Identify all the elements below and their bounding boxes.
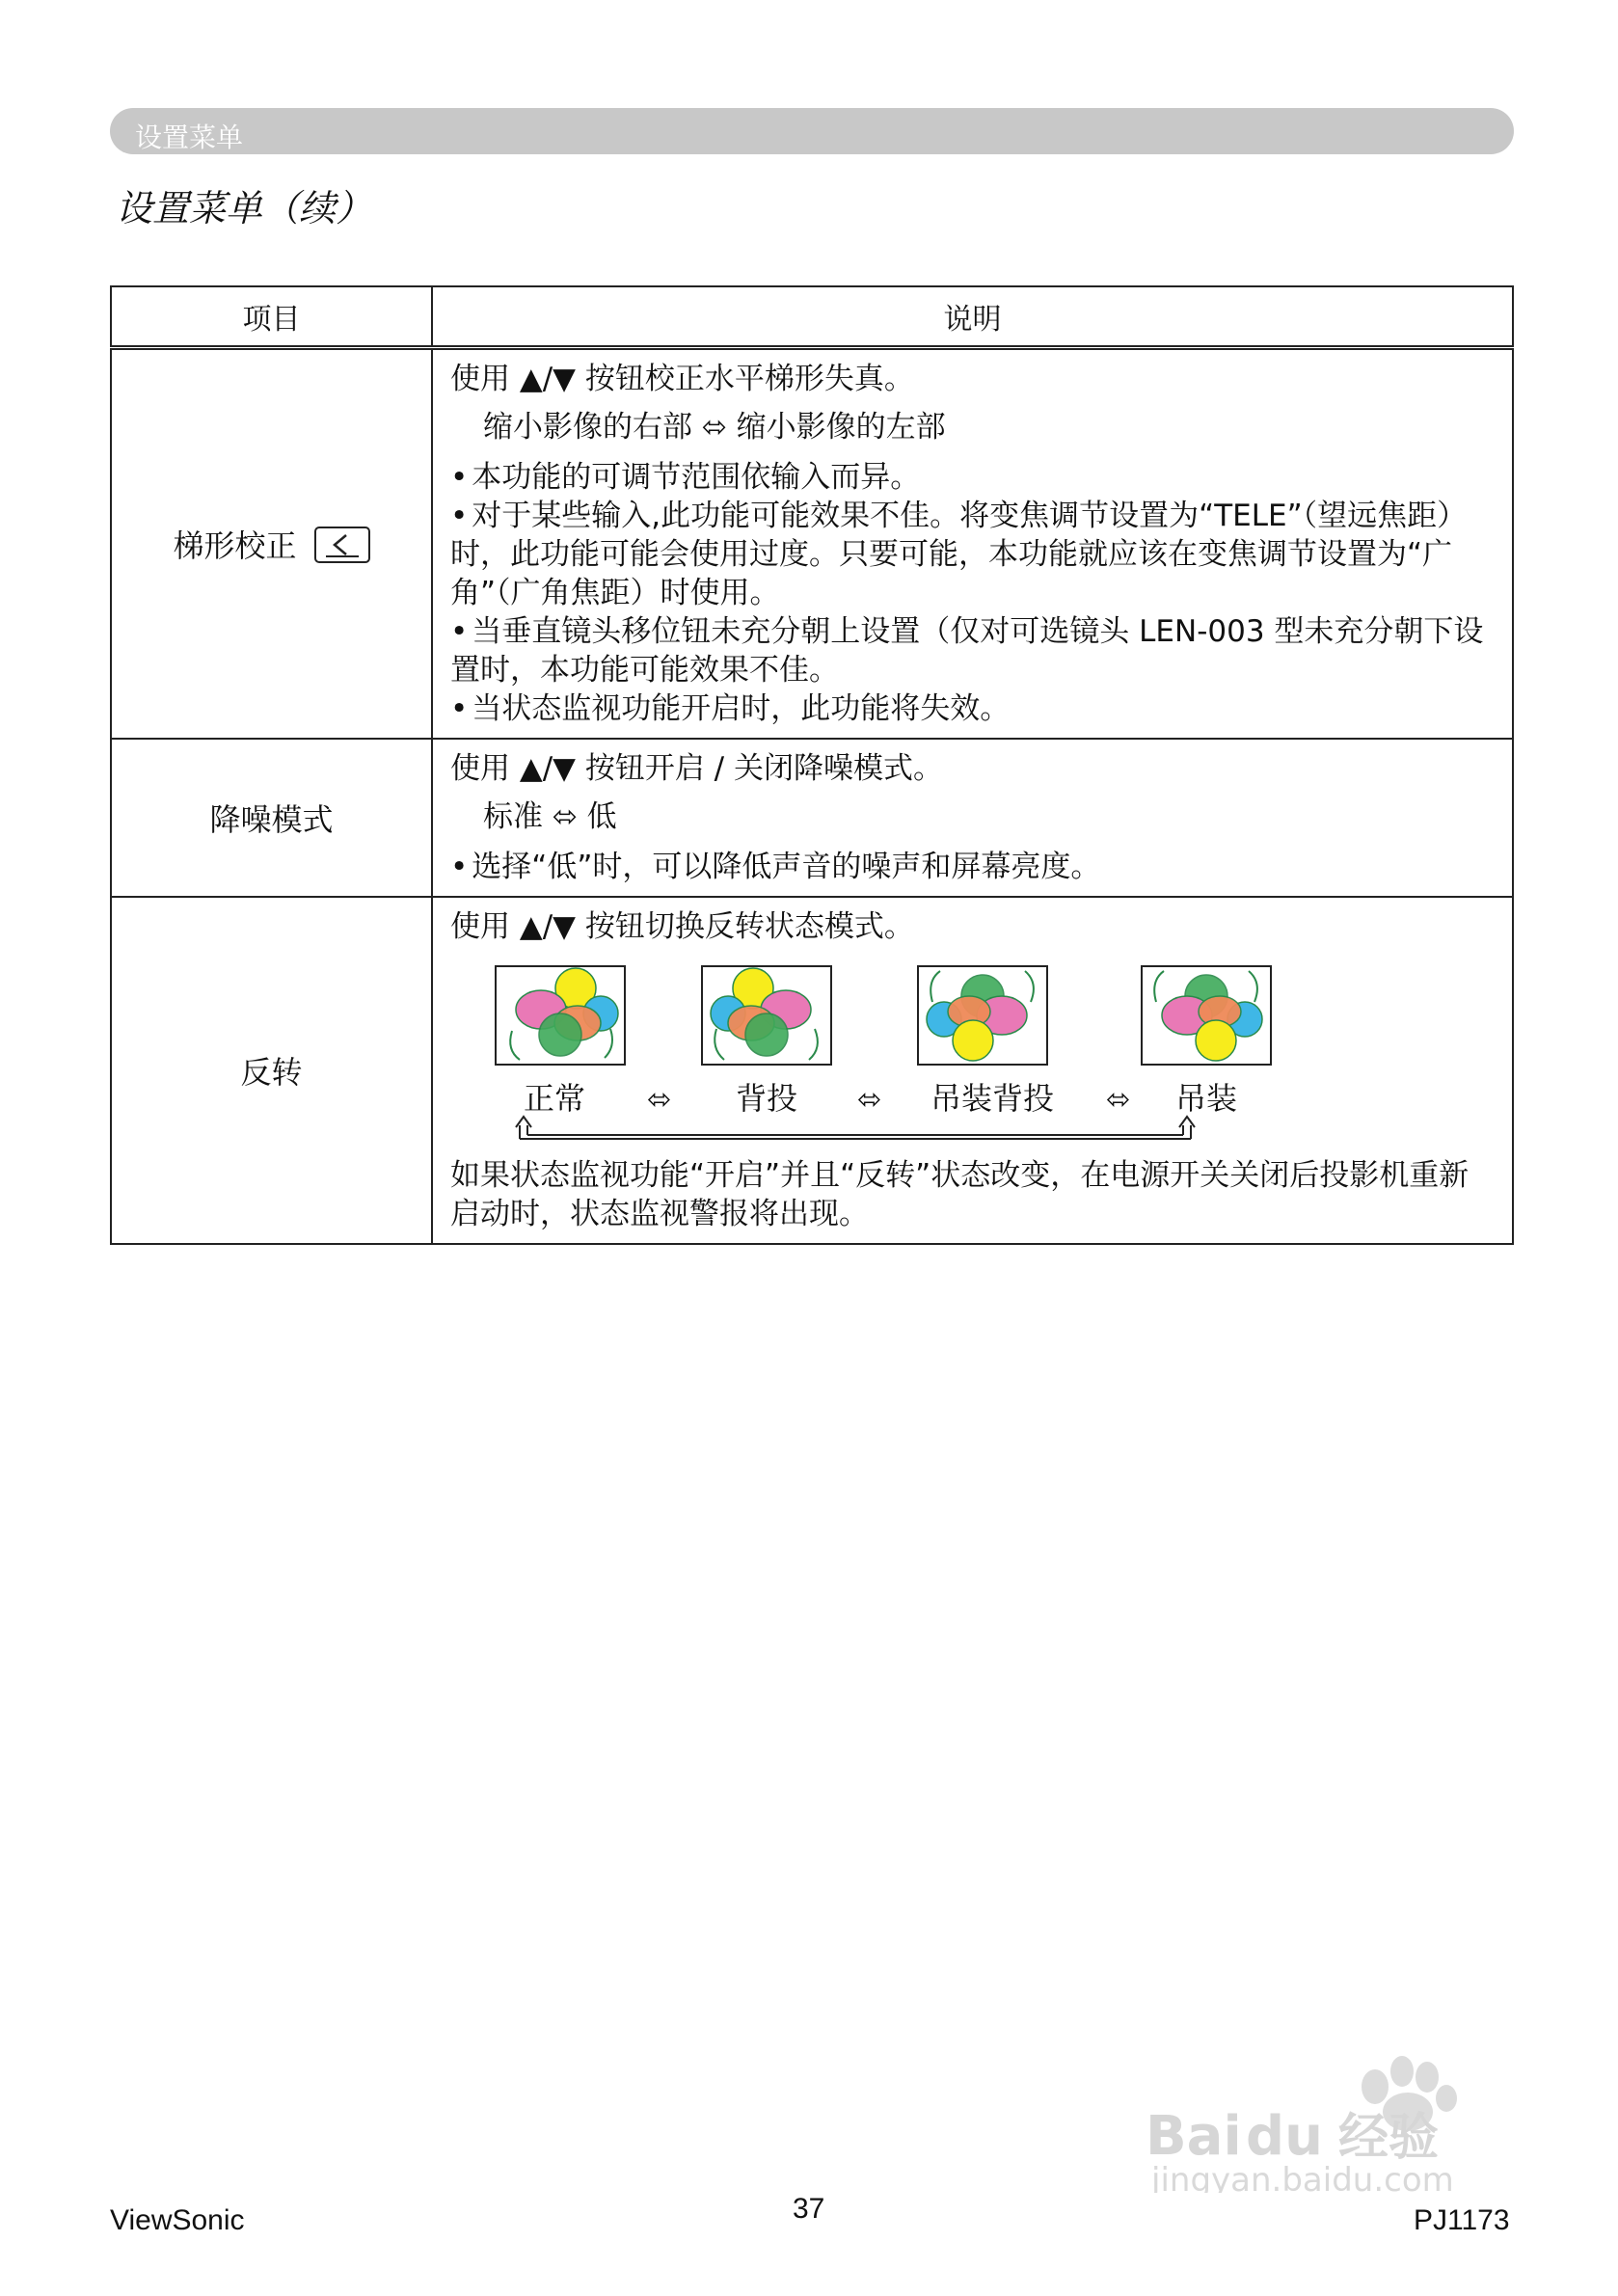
table-header-row: [111, 286, 1513, 348]
svg-text:Bai: Bai: [1146, 2105, 1242, 2168]
table-row-noise: [111, 739, 1513, 897]
mode-label-ceiling-rear: 吊装背投: [930, 1080, 1055, 1117]
item-cell-mirror: [111, 897, 432, 1244]
baidu-watermark-logo: [1146, 2048, 1512, 2197]
column-header-description: 说明: [432, 286, 1513, 348]
keystone-bullet: • 对于某些输入,此功能可能效果不佳。将变焦调节设置为“TELE”（望远焦距）时，此功能可能会使用过度。只要可能，本功能就应该在变焦调节设置为“广角”（广角焦距）时使用。: [450, 499, 1468, 610]
mode-arrow: ⬄: [647, 1083, 672, 1117]
mirror-note: 如果状态监视功能“开启”并且“反转”状态改变，在电源开关关闭后投影机重新启动时，状态监视警报将出现。: [450, 1158, 1470, 1231]
page-heading: 设置菜单（续）: [116, 187, 373, 230]
item-label-noise: 降噪模式: [209, 801, 334, 838]
item-label-keystone: 梯形校正: [173, 527, 297, 564]
mode-arrow: ⬄: [857, 1083, 882, 1117]
footer-brand: ViewSonic: [110, 2204, 245, 2236]
noise-options: 标准 ⬄ 低: [483, 799, 617, 834]
footer-page-number: 37: [793, 2193, 825, 2225]
keystone-bullet: • 当状态监视功能开启时，此功能将失效。: [450, 691, 1011, 726]
mode-arrow: ⬄: [1106, 1083, 1131, 1117]
svg-text:经验: 经验: [1338, 2109, 1440, 2167]
cycle-arrow-icon: [508, 1114, 1202, 1148]
mode-picture-rear: [701, 965, 832, 1066]
mirror-mode-diagram: [450, 952, 1497, 1156]
table-row-mirror: [111, 897, 1513, 1244]
keystone-bullet: • 当垂直镜头移位钮未充分朝上设置（仅对可选镜头 LEN-003 型未充分朝下设置时，本功能可能效果不佳。: [450, 614, 1484, 688]
desc-cell-mirror: [432, 897, 1513, 1244]
item-cell-noise: [111, 739, 432, 897]
mode-label-normal: 正常: [524, 1080, 586, 1117]
mirror-intro: 使用 ▲/▼ 按钮切换反转状态模式。: [450, 909, 914, 944]
watermark-url: jingyan.baidu.com: [1151, 2161, 1454, 2193]
noise-bullet: • 选择“低”时，可以降低声音的噪声和屏幕亮度。: [450, 850, 1101, 884]
settings-table: [110, 285, 1514, 1245]
mode-label-ceiling: 吊装: [1175, 1080, 1238, 1117]
mode-label-rear: 背投: [736, 1080, 798, 1117]
footer-model: PJ1173: [1414, 2204, 1510, 2236]
mode-picture-ceiling-rear: [917, 965, 1048, 1066]
desc-cell-keystone: [432, 348, 1513, 740]
noise-intro: 使用 ▲/▼ 按钮开启 / 关闭降噪模式。: [450, 751, 943, 786]
section-label-bar: [110, 108, 1514, 154]
column-header-item: 项目: [111, 286, 432, 348]
table-row-keystone: [111, 348, 1513, 740]
keystone-intro: 使用 ▲/▼ 按钮校正水平梯形失真。: [450, 362, 914, 396]
keystone-bullet: • 本功能的可调节范围依输入而异。: [450, 460, 921, 495]
mode-picture-normal: [495, 965, 626, 1066]
mode-picture-ceiling: [1141, 965, 1272, 1066]
section-label: 设置菜单: [135, 122, 244, 153]
keystone-icon: [314, 527, 370, 563]
item-label-mirror: 反转: [240, 1054, 303, 1091]
item-cell-keystone: [111, 348, 432, 740]
desc-cell-noise: [432, 739, 1513, 897]
keystone-options: 缩小影像的右部 ⬄ 缩小影像的左部: [483, 410, 946, 445]
svg-text:du: du: [1246, 2105, 1323, 2168]
